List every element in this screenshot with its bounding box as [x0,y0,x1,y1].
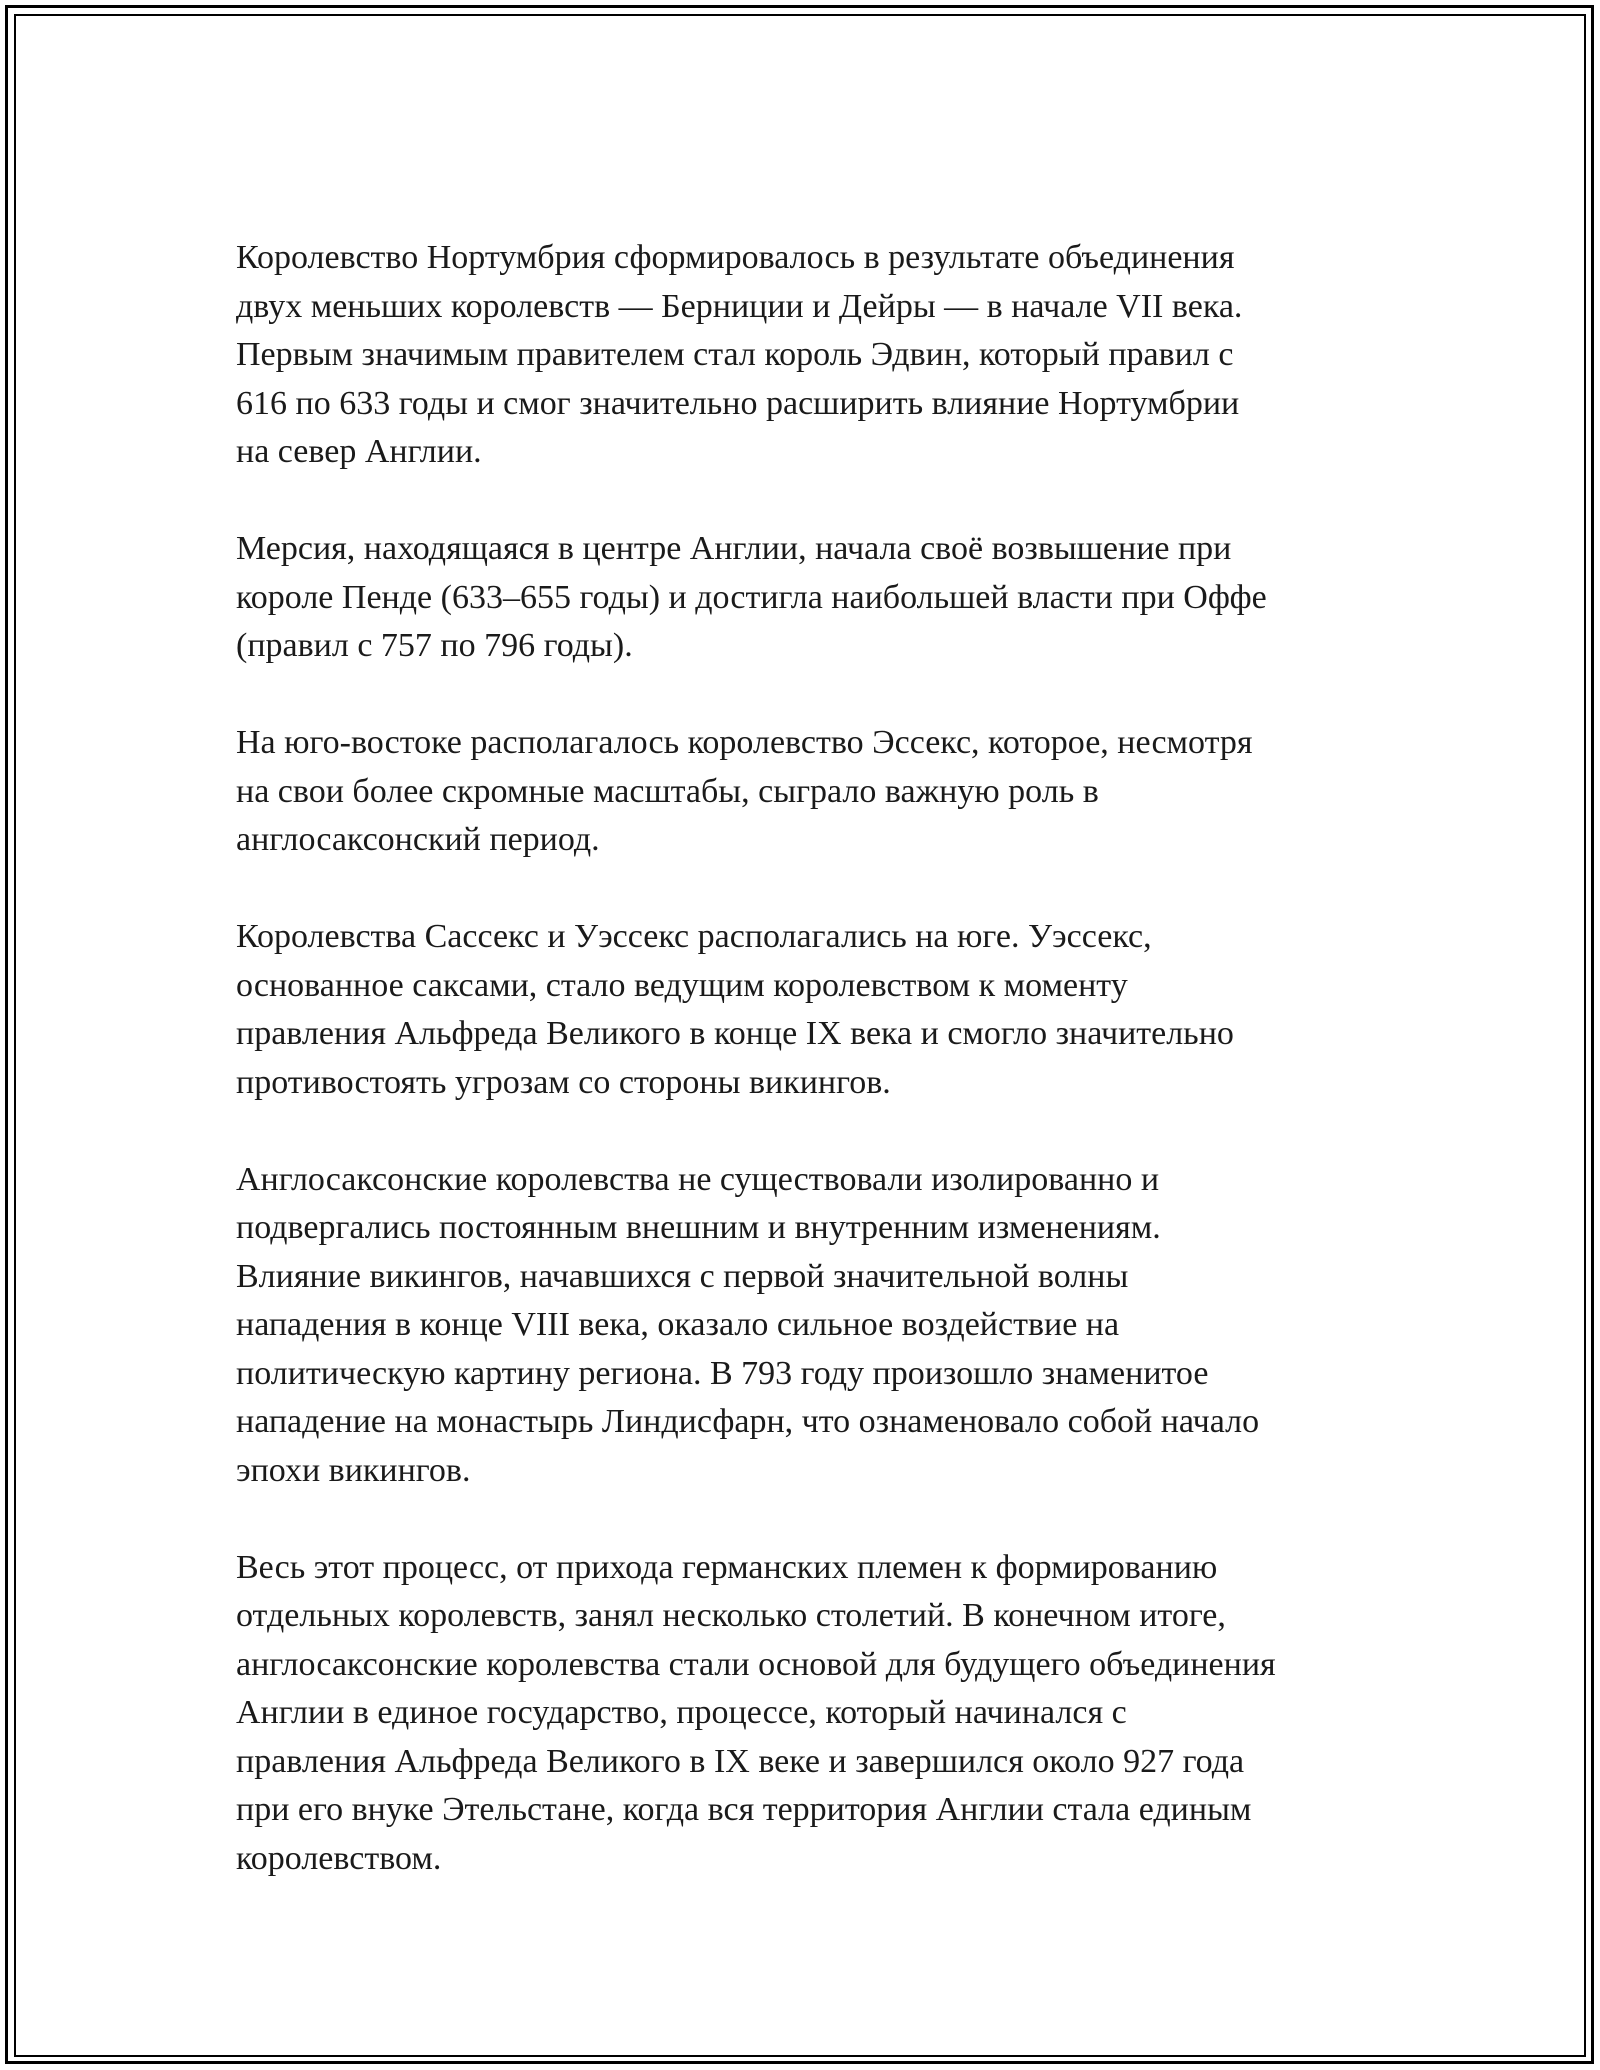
paragraph-essex [236,719,1396,865]
text-line: королевством. [236,1839,442,1877]
text-line: двух меньших королевств — Берниции и Дейры — в начале VII века. [236,287,1243,325]
text-line: На юго-востоке располагалось королевство Эссекс, которое, несмотря [236,724,1253,761]
text-line: правления Альфреда Великого в IX веке и завершился около 927 года [236,1742,1245,1780]
text-line: короле Пенде (633–655 годы) и достигла наибольшей власти при Оффе [236,578,1267,616]
text-line: нападение на монастырь Линдисфарн, что ознаменовало собой начало [236,1403,1260,1440]
paragraph-unification [236,1544,1396,1884]
text-line: Первым значимым правителем стал король Эдвин, который правил с [236,336,1234,373]
paragraph-vikings [236,1156,1396,1496]
text-line: Весь этот процесс, от прихода германских племен к формированию [236,1548,1218,1586]
text-line: основанное саксами, стало ведущим королевством к моменту [236,966,1128,1004]
text-line: противостоять угрозам со стороны викингов. [236,1063,891,1101]
text-line: отдельных королевств, занял несколько столетий. В конечном итоге, [236,1597,1226,1634]
text-line: англосаксонские королевства стали основой для будущего объединения [236,1645,1276,1683]
text-line: 616 по 633 годы и смог значительно расширить влияние Нортумбрии [236,384,1240,422]
text-line: англосаксонский период. [236,821,600,858]
paragraph-northumbria [236,234,1396,477]
text-line: при его внуке Этельстане, когда вся территория Англии стала единым [236,1791,1252,1828]
text-line: Королевство Нортумбрия сформировалось в результате объединения [236,239,1235,276]
text-line: Мерсия, находящаяся в центре Англии, начала своё возвышение при [236,530,1232,567]
text-line: нападения в конце VIII века, оказало сильное воздействие на [236,1306,1120,1343]
paragraph-sussex-wessex [236,913,1396,1107]
document-body [236,234,1396,1932]
text-line: правления Альфреда Великого в конце IX века и смогло значительно [236,1015,1234,1052]
text-line: Влияние викингов, начавшихся с первой значительной волны [236,1257,1129,1295]
text-line: на север Англии. [236,433,482,470]
text-line: Королевства Сассекс и Уэссекс располагались на юге. Уэссекс, [236,918,1152,955]
text-line: подвергались постоянным внешним и внутренним изменениям. [236,1209,1161,1246]
text-line: Англосаксонские королевства не существовали изолированно и [236,1160,1160,1198]
paragraph-mercia [236,525,1396,671]
text-line: эпохи викингов. [236,1451,471,1489]
text-line: политическую картину региона. В 793 году произошло знаменитое [236,1354,1209,1392]
text-line: (правил с 757 по 796 годы). [236,627,633,664]
text-line: Англии в единое государство, процессе, который начинался с [236,1694,1127,1731]
text-line: на свои более скромные масштабы, сыграло важную роль в [236,772,1099,810]
